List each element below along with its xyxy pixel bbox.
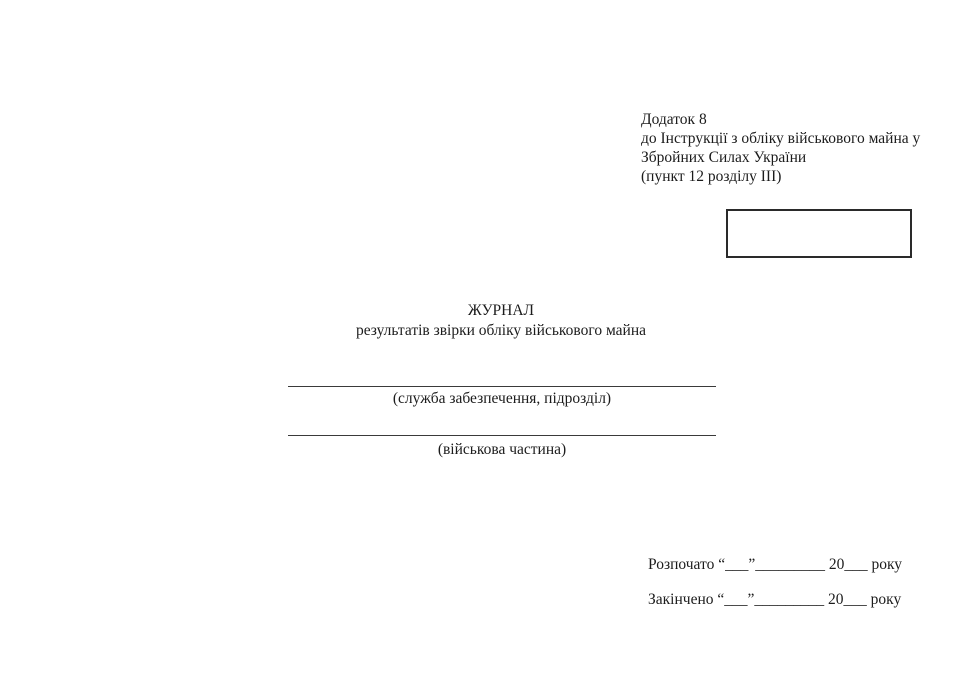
journal-title-subtitle: результатів звірки обліку військового майна	[355, 322, 646, 339]
fill-in-caption-service: (служба забезпечення, підрозділ)	[392, 390, 612, 407]
journal-title	[231, 301, 771, 341]
appendix-line: Збройних Силах України	[641, 149, 807, 166]
journal-title-word: ЖУРНАЛ	[467, 302, 535, 319]
fill-in-caption-unit: (військова частина)	[437, 441, 567, 458]
appendix-reference	[641, 110, 953, 186]
appendix-line: до Інструкції з обліку військового майна у	[641, 130, 921, 147]
fill-in-line-service[interactable]	[288, 386, 716, 387]
stamp-box	[726, 209, 912, 258]
date-started-line: Розпочато “___”_________ 20___ року	[648, 556, 903, 573]
date-finished-line: Закінчено “___”_________ 20___ року	[648, 591, 902, 608]
fill-in-line-unit[interactable]	[288, 435, 716, 436]
appendix-line: (пункт 12 розділу ІІІ)	[641, 168, 782, 185]
appendix-line: Додаток 8	[641, 111, 707, 128]
